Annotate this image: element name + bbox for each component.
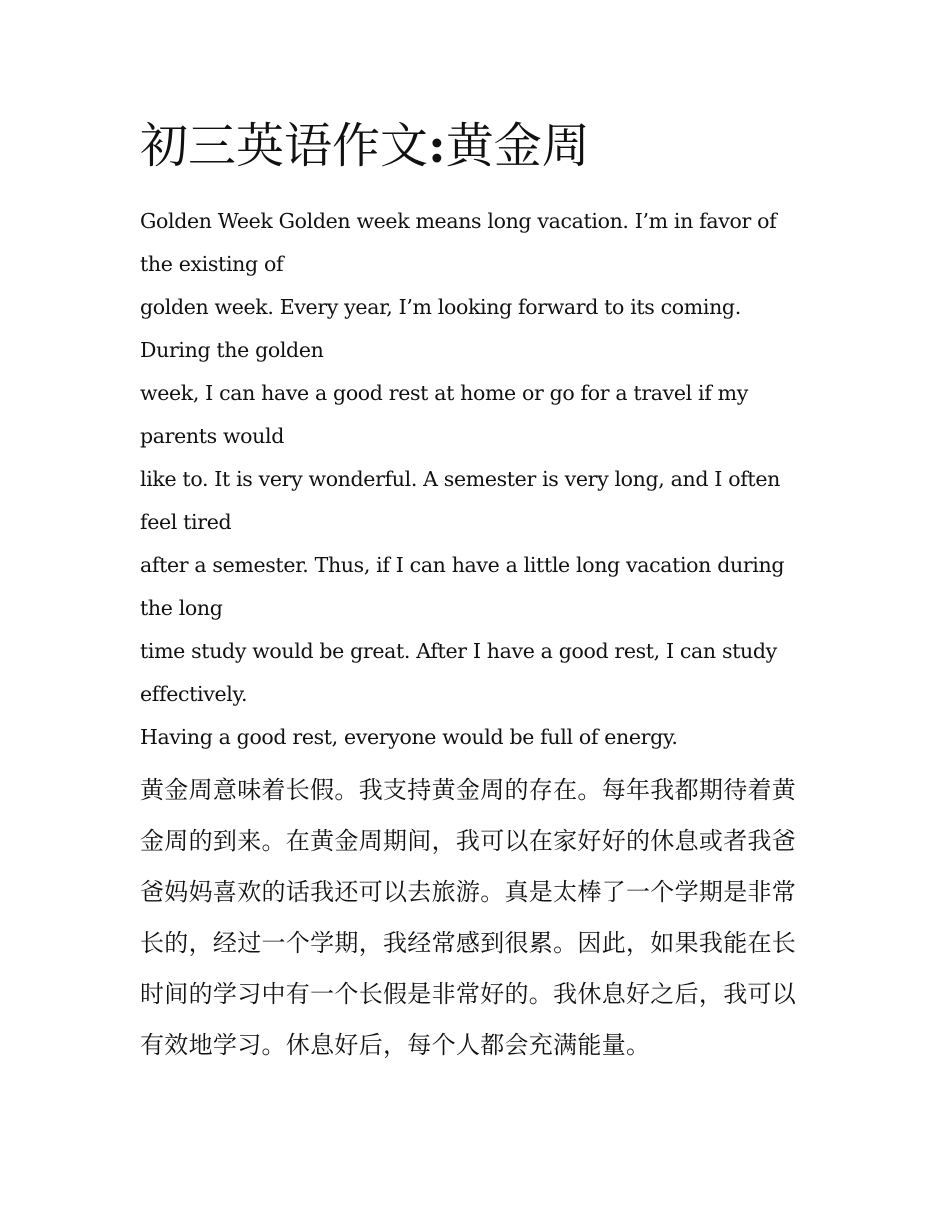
english-line: like to. It is very wonderful. A semester is very long, and I often: [140, 467, 780, 491]
english-line: the existing of: [140, 252, 284, 276]
title-tail: 黄金周: [445, 118, 590, 174]
title-main: 初三英语作文: [140, 118, 429, 174]
chinese-line: 时间的学习中有一个长假是非常好的。我休息好之后，我可以: [140, 980, 797, 1008]
english-line: effectively.: [140, 682, 248, 706]
english-line: week, I can have a good rest at home or go for a travel if my: [140, 381, 748, 405]
english-line: Golden Week Golden week means long vacation. I’m in favor of: [140, 209, 777, 233]
english-line: feel tired: [140, 510, 232, 534]
chinese-line: 有效地学习。休息好后，每个人都会充满能量。: [140, 1031, 651, 1059]
english-line: the long: [140, 596, 223, 620]
title-colon: :: [428, 118, 446, 174]
english-line: Having a good rest, everyone would be full of energy.: [140, 725, 678, 749]
english-line: after a semester. Thus, if I can have a little long vacation during: [140, 553, 785, 577]
english-essay: [140, 200, 830, 759]
english-line: time study would be great. After I have a good rest, I can study: [140, 639, 777, 663]
chinese-line: 长的，经过一个学期，我经常感到很累。因此，如果我能在长: [140, 929, 797, 957]
english-line: parents would: [140, 424, 284, 448]
chinese-line: 爸妈妈喜欢的话我还可以去旅游。真是太棒了一个学期是非常: [140, 878, 797, 906]
document-title: [140, 110, 830, 188]
chinese-line: 金周的到来。在黄金周期间，我可以在家好好的休息或者我爸: [140, 827, 797, 855]
english-line: golden week. Every year, I’m looking forward to its coming.: [140, 295, 741, 319]
chinese-translation: [140, 765, 830, 1071]
english-line: During the golden: [140, 338, 324, 362]
document-page: [140, 110, 830, 1071]
chinese-line: 黄金周意味着长假。我支持黄金周的存在。每年我都期待着黄: [140, 776, 797, 804]
